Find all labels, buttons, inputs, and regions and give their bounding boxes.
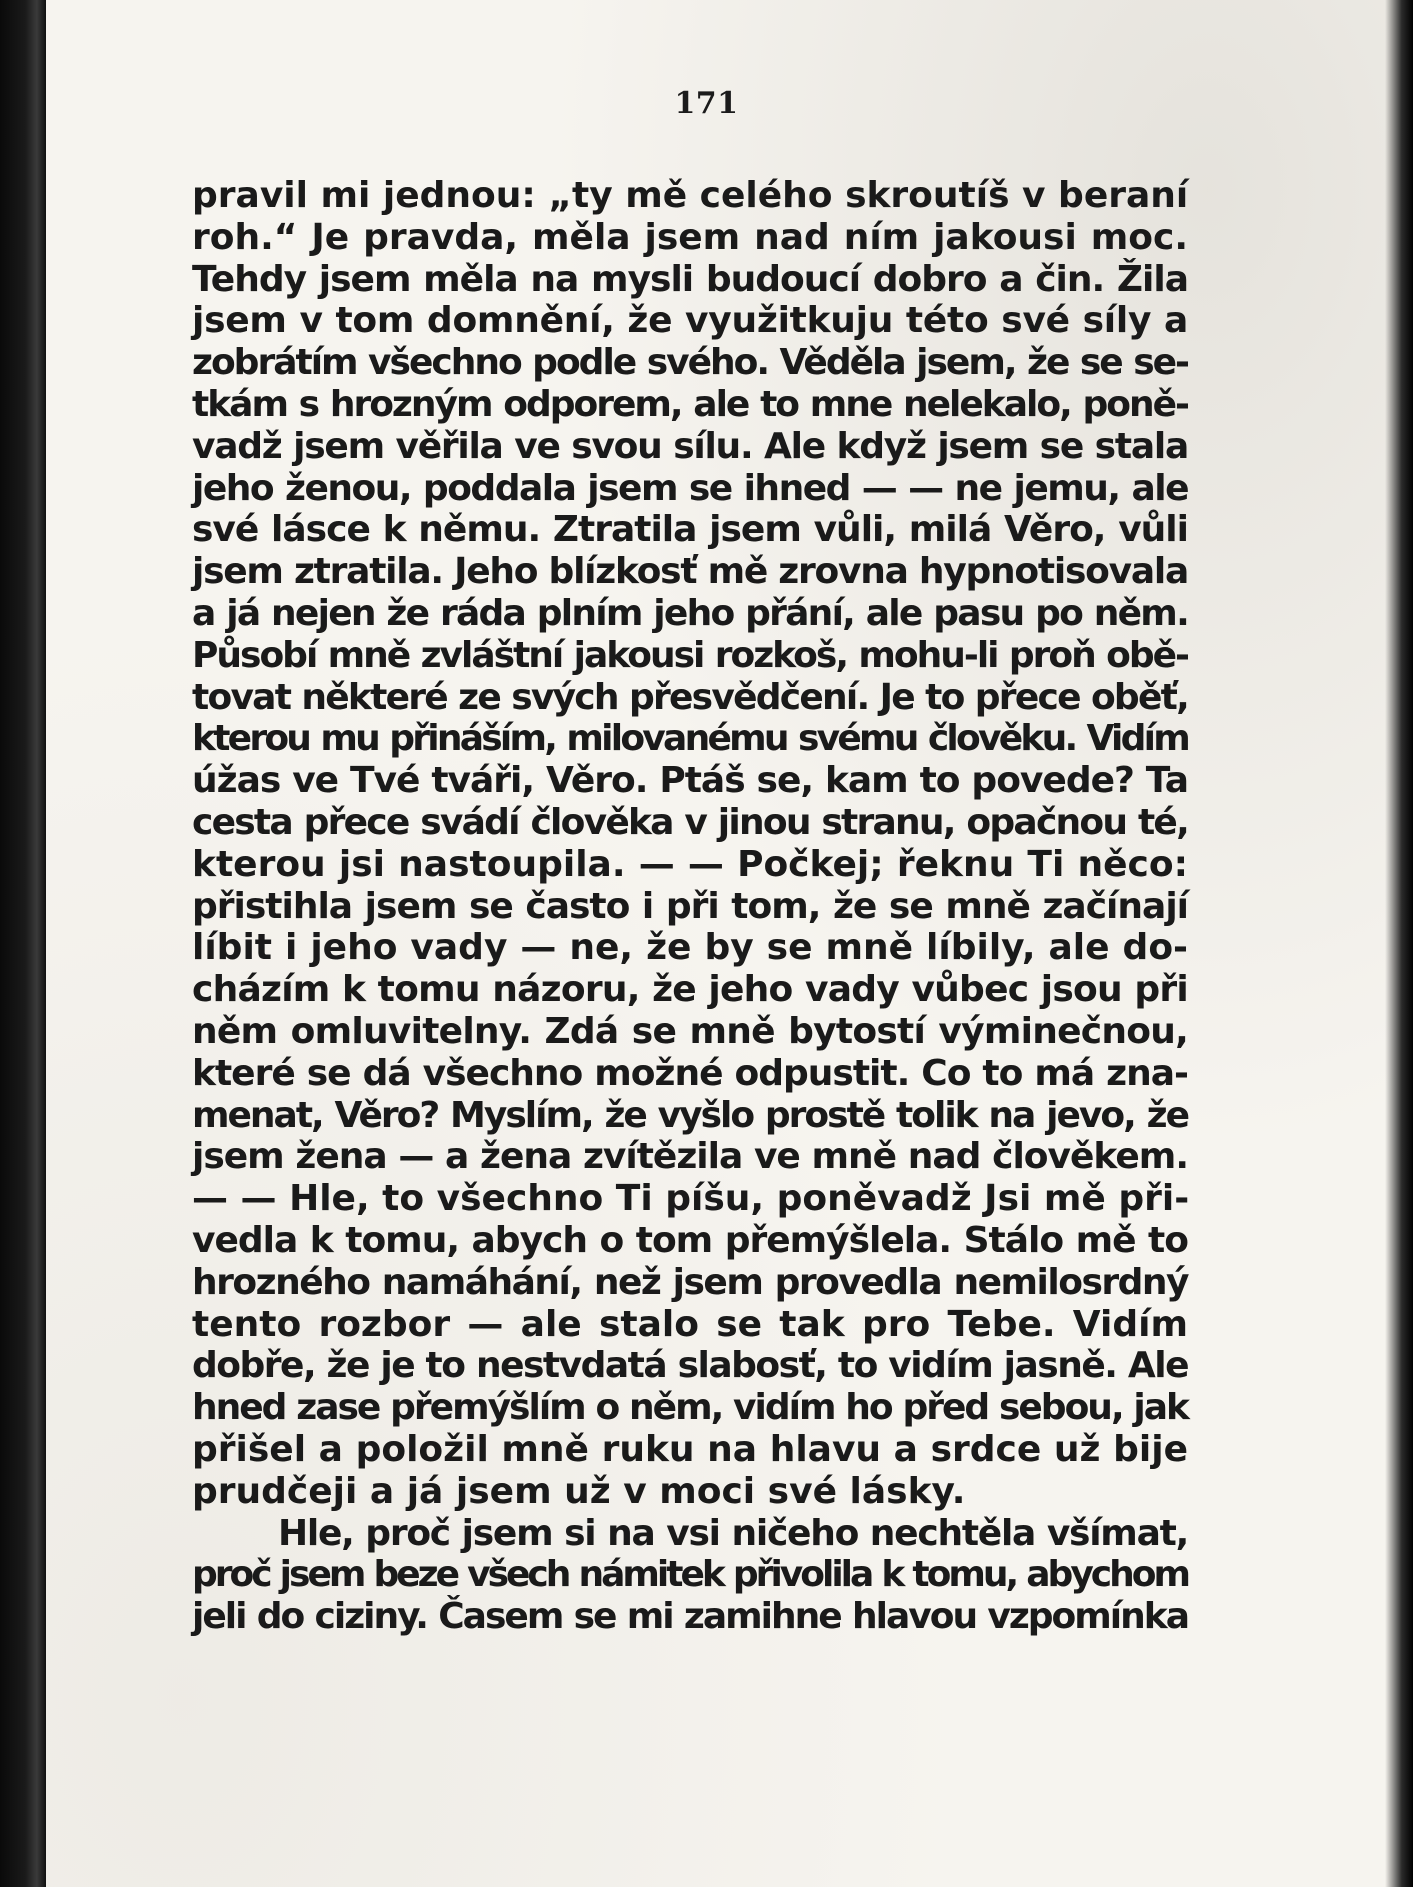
text-line: a já nejen že ráda plním jeho přání, ale pasu po něm. <box>192 592 1188 634</box>
text-line: pravil mi jednou: „ty mě celého skroutíš v beraní <box>192 175 1189 216</box>
text-line: jeho ženou, poddala jsem se ihned — — ne jemu, ale <box>192 467 1188 509</box>
text-line: hned zase přemýšlím o něm, vidím ho před sebou, jak <box>192 1387 1188 1429</box>
text-line: — — Hle, to všechno Ti píšu, poněvadž Jsi mě při- <box>192 1178 1190 1220</box>
text-line: přišel a položil mně ruku na hlavu a srdce už bije <box>192 1428 1188 1470</box>
text-line: kterou jsi nastoupila. — — Počkej; řeknu Ti něco: <box>192 843 1188 885</box>
text-line: zobrátím všechno podle svého. Věděla jsem, že se se- <box>192 342 1188 384</box>
text-line: kterou mu přináším, milovanému svému člověku. Vidím <box>192 718 1188 760</box>
text-line: roh.“ Je pravda, měla jsem nad ním jakousi moc. <box>192 216 1188 258</box>
text-line: cesta přece svádí člověka v jinou stranu, opačnou té, <box>192 801 1188 843</box>
text-line: něm omluvitelny. Zdá se mně bytostí výminečnou, <box>192 1010 1188 1052</box>
text-line: Působí mně zvláštní jakousi rozkoš, mohu-li proň obě- <box>192 634 1188 676</box>
page-number: 171 <box>674 86 739 121</box>
text-line-paragraph-start: Hle, proč jsem si na vsi ničeho nechtěla všímat, <box>278 1512 1188 1554</box>
page-edge-shadow <box>1385 0 1413 1887</box>
text-line: hrozného namáhání, než jsem provedla nemilosrdný <box>192 1261 1188 1303</box>
text-line: jsem žena — a žena zvítězila ve mně nad člověkem. <box>192 1136 1188 1178</box>
text-line-paragraph-end: prudčeji a já jsem už v moci své lásky. <box>192 1470 966 1512</box>
text-line: vedla k tomu, abych o tom přemýšlela. Stálo mě to <box>192 1219 1188 1261</box>
text-line: vadž jsem věřila ve svou sílu. Ale když jsem se stala <box>192 425 1188 467</box>
text-line: jsem ztratila. Jeho blízkosť mě zrovna hypnotisovala <box>192 551 1188 593</box>
text-line: líbit i jeho vady — ne, že by se mně líbily, ale do- <box>192 927 1188 969</box>
text-line: tento rozbor — ale stalo se tak pro Tebe. Vidím <box>192 1303 1188 1345</box>
text-line: proč jsem beze všech námitek přivolila k tomu, abychom <box>192 1554 1188 1596</box>
text-line: tovat některé ze svých přesvědčení. Je to přece oběť, <box>192 676 1188 718</box>
text-line: cházím k tomu názoru, že jeho vady vůbec jsou při <box>192 969 1188 1011</box>
book-binding-shadow <box>0 0 46 1887</box>
text-line: jsem v tom domnění, že využitkuju této své síly a <box>192 300 1188 342</box>
text-line: Tehdy jsem měla na mysli budoucí dobro a čin. Žila <box>192 258 1188 300</box>
text-line: jeli do ciziny. Časem se mi zamihne hlavou vzpomínka <box>192 1596 1188 1638</box>
text-line: dobře, že je to nestvdatá slabosť, to vidím jasně. Ale <box>192 1345 1188 1387</box>
text-line: menat, Věro? Myslím, že vyšlo prostě tolik na jevo, že <box>192 1094 1188 1136</box>
text-line: přistihla jsem se často i při tom, že se mně začínají <box>192 885 1188 927</box>
text-line: své lásce k němu. Ztratila jsem vůli, milá Věro, vůli <box>192 509 1188 551</box>
body-text <box>192 175 1188 1638</box>
text-line: úžas ve Tvé tváři, Věro. Ptáš se, kam to povede? Ta <box>192 760 1188 802</box>
text-line: tkám s hrozným odporem, ale to mne nelekalo, poně- <box>192 383 1188 425</box>
text-line: které se dá všechno možné odpustit. Co to má zna- <box>192 1052 1188 1094</box>
